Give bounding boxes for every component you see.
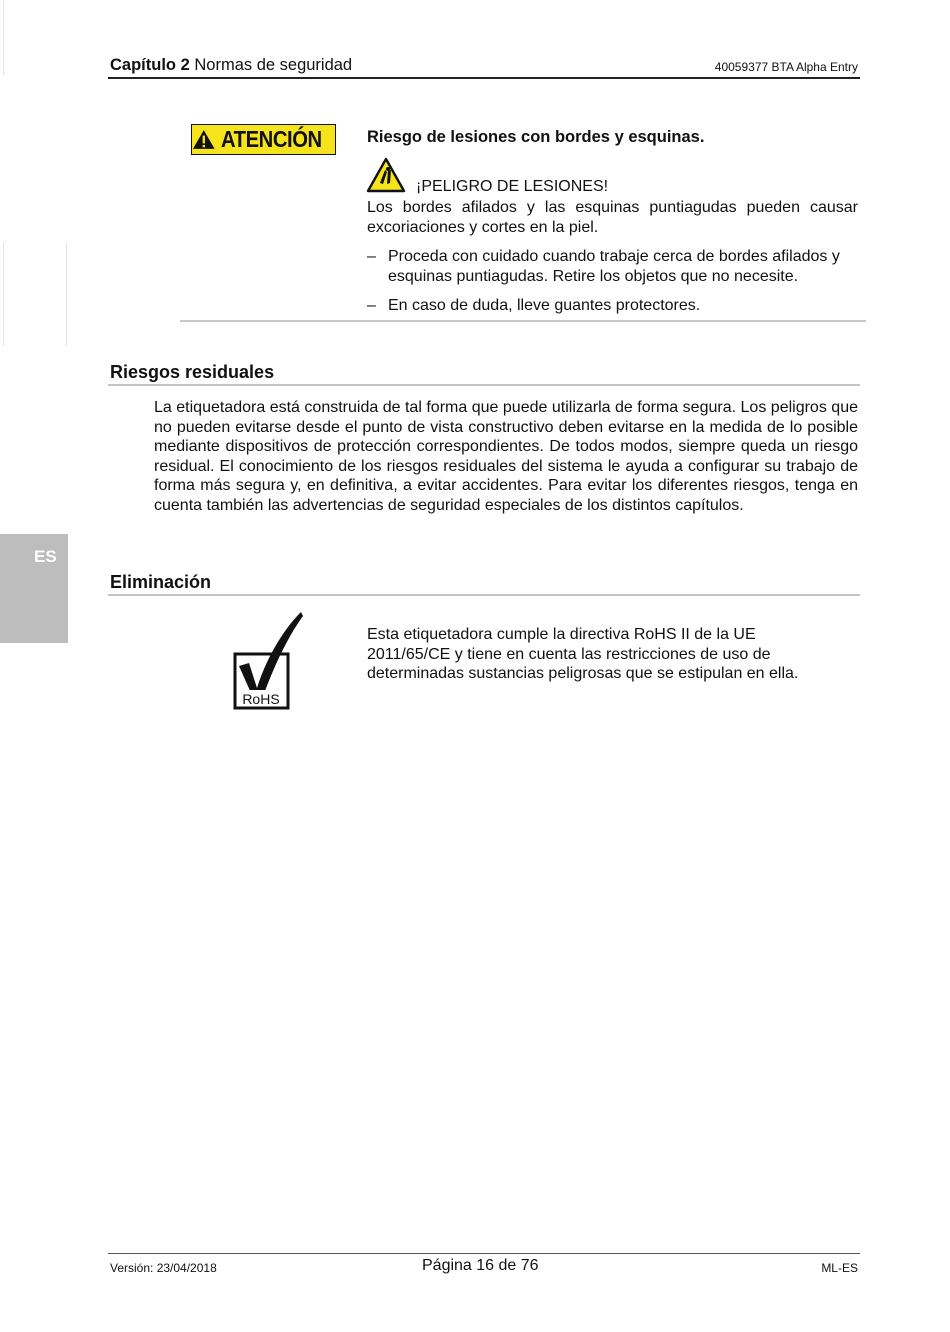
bullet-text: En caso de duda, lleve guantes protectores. bbox=[388, 297, 701, 314]
warning-body: Los bordes afilados y las esquinas puntiagudas pueden causar excoriaciones y cortes en la piel. bbox=[367, 199, 858, 236]
running-header-chapter bbox=[110, 56, 352, 75]
bullet-text: Proceda con cuidado cuando trabaje cerca de bordes afilados y esquinas puntiagudas. Retire los objetos que no necesite. bbox=[388, 248, 840, 285]
bullet-dash: – bbox=[367, 248, 376, 265]
footer-page-number: Página 16 de 76 bbox=[422, 1257, 539, 1274]
warning-triangle-icon bbox=[192, 129, 216, 150]
document-reference: 40059377 BTA Alpha Entry bbox=[714, 60, 858, 74]
warning-title: Riesgo de lesiones con bordes y esquinas. bbox=[367, 128, 705, 146]
warning-bullet bbox=[367, 296, 858, 316]
section-rule bbox=[108, 594, 860, 596]
section-rule bbox=[108, 384, 860, 386]
disposal-paragraph: Esta etiquetadora cumple la directiva RoHS II de la UE 2011/65/CE y tiene en cuenta las restricciones de uso de determinadas sustancias peligrosas que se estipulan en ella. bbox=[367, 626, 799, 683]
residual-risks-paragraph: La etiquetadora está construida de tal forma que puede utilizarla de forma segura. Los peligros que no pueden evitarse desde el punto de vista constructivo deben evitarse en la medida de lo posible mediante dispositivos de protección correspondientes. De todos modos, siempre queda un riesgo residual. El conocimiento de los riesgos residuales del sistema le ayuda a configurar su trabajo de forma más segura y, en definitiva, a evitar accidentes. Para evitar los diferentes riesgos, tenga en cuenta también las advertencias de seguridad especiales de los distintos capítulos. bbox=[154, 399, 858, 514]
section-title-disposal: Eliminación bbox=[110, 572, 212, 592]
chapter-title: Normas de seguridad bbox=[194, 56, 353, 74]
bullet-dash: – bbox=[367, 297, 376, 314]
sharp-edges-hazard-icon bbox=[366, 157, 406, 193]
chapter-label: Capítulo 2 bbox=[110, 56, 190, 74]
language-tab-label: ES bbox=[34, 547, 57, 566]
page-edge-mark bbox=[66, 242, 67, 346]
footer-version: Versión: 23/04/2018 bbox=[110, 1261, 217, 1275]
page-edge-mark bbox=[3, 0, 4, 75]
header-rule bbox=[108, 77, 860, 79]
language-tab bbox=[0, 534, 68, 643]
hazard-label: ¡PELIGRO DE LESIONES! bbox=[416, 178, 609, 195]
warning-bullet bbox=[367, 247, 858, 287]
rohs-check-icon bbox=[229, 610, 307, 712]
attention-badge bbox=[191, 124, 336, 155]
warning-rule bbox=[180, 320, 866, 322]
section-title-residual-risks: Riesgos residuales bbox=[110, 362, 275, 382]
page-edge-mark bbox=[3, 242, 4, 346]
attention-badge-label: ATENCIÓN bbox=[220, 126, 322, 152]
rohs-logo-label: RoHS bbox=[242, 691, 280, 707]
footer-code: ML-ES bbox=[821, 1261, 858, 1275]
footer-rule bbox=[108, 1253, 860, 1254]
